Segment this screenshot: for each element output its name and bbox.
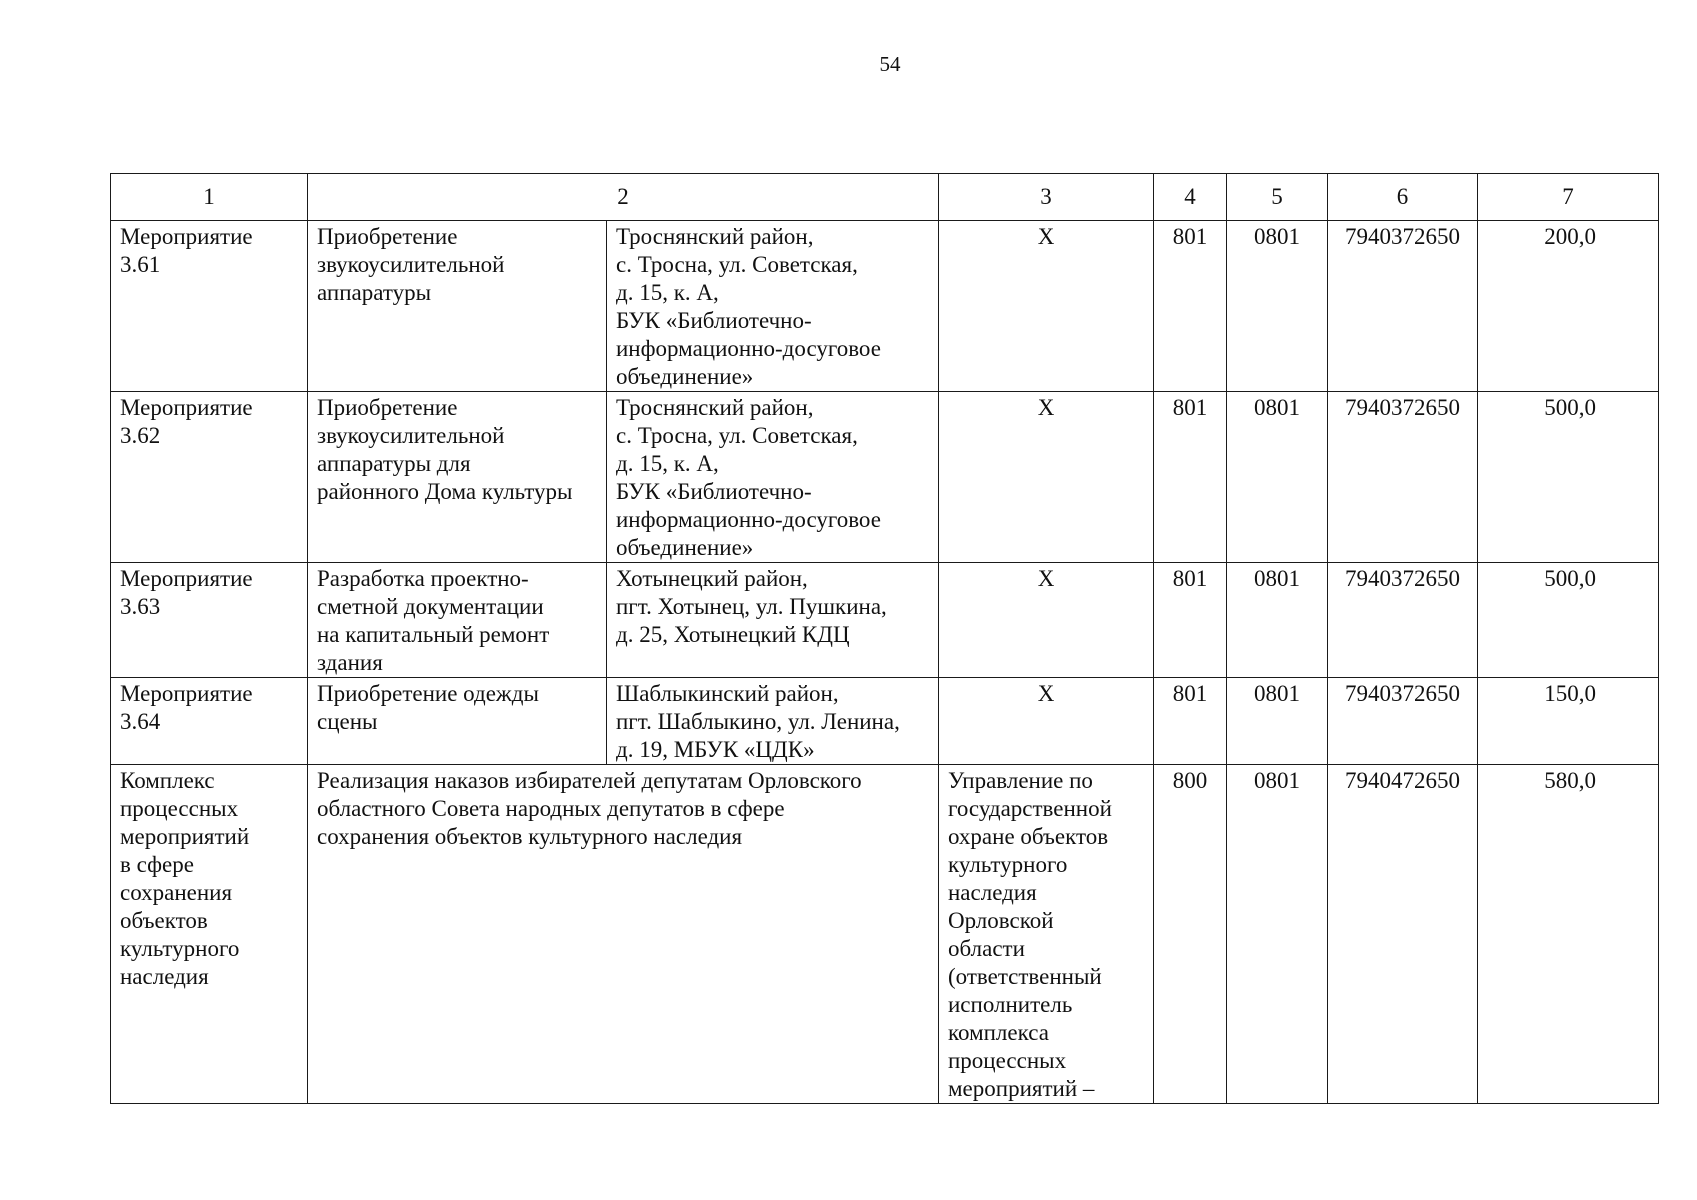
executor-cell: Х (939, 221, 1154, 392)
header-cell-5: 5 (1227, 174, 1328, 221)
code-5-cell: 0801 (1227, 765, 1328, 1104)
code-5-cell: 0801 (1227, 221, 1328, 392)
code-4-cell: 801 (1154, 392, 1227, 563)
code-6-cell: 7940372650 (1328, 563, 1478, 678)
amount-cell: 500,0 (1478, 392, 1659, 563)
event-description: Приобретение звукоусилительной аппаратуры для районного Дома культуры (308, 392, 607, 563)
table-row-complex (111, 765, 1659, 1104)
amount-cell: 150,0 (1478, 678, 1659, 765)
header-cell-2: 2 (308, 174, 939, 221)
code-5-cell: 0801 (1227, 678, 1328, 765)
executor-cell: Х (939, 392, 1154, 563)
amount-cell: 500,0 (1478, 563, 1659, 678)
event-name: Мероприятие 3.62 (111, 392, 308, 563)
complex-description: Реализация наказов избирателей депутатам Орловского областного Совета народных депутатов в сфере сохранения объектов культурного наследия (308, 765, 939, 1104)
code-4-cell: 800 (1154, 765, 1227, 1104)
code-6-cell: 7940472650 (1328, 765, 1478, 1104)
code-4-cell: 801 (1154, 221, 1227, 392)
table-row (111, 392, 1659, 563)
budget-table (110, 173, 1659, 1104)
table-header-row (111, 174, 1659, 221)
code-6-cell: 7940372650 (1328, 392, 1478, 563)
table-row (111, 678, 1659, 765)
code-6-cell: 7940372650 (1328, 678, 1478, 765)
table-row (111, 563, 1659, 678)
code-4-cell: 801 (1154, 678, 1227, 765)
event-description: Разработка проектно- сметной документации на капитальный ремонт здания (308, 563, 607, 678)
event-location: Троснянский район, с. Тросна, ул. Советская, д. 15, к. А, БУК «Библиотечно- информационно-досуговое объединение» (607, 221, 939, 392)
header-cell-6: 6 (1328, 174, 1478, 221)
code-4-cell: 801 (1154, 563, 1227, 678)
complex-name: Комплекс процессных мероприятий в сфере сохранения объектов культурного наследия (111, 765, 308, 1104)
event-description: Приобретение звукоусилительной аппаратуры (308, 221, 607, 392)
header-cell-7: 7 (1478, 174, 1659, 221)
header-cell-4: 4 (1154, 174, 1227, 221)
event-name: Мероприятие 3.64 (111, 678, 308, 765)
amount-cell: 580,0 (1478, 765, 1659, 1104)
header-cell-3: 3 (939, 174, 1154, 221)
complex-executor: Управление по государственной охране объектов культурного наследия Орловской области (ответственный исполнитель комплекса процессных мероприятий – (939, 765, 1154, 1104)
page-number: 54 (879, 52, 901, 76)
header-cell-1: 1 (111, 174, 308, 221)
event-description: Приобретение одежды сцены (308, 678, 607, 765)
event-name: Мероприятие 3.61 (111, 221, 308, 392)
event-location: Троснянский район, с. Тросна, ул. Советская, д. 15, к. А, БУК «Библиотечно- информационно-досуговое объединение» (607, 392, 939, 563)
executor-cell: Х (939, 563, 1154, 678)
code-6-cell: 7940372650 (1328, 221, 1478, 392)
executor-cell: Х (939, 678, 1154, 765)
code-5-cell: 0801 (1227, 392, 1328, 563)
code-5-cell: 0801 (1227, 563, 1328, 678)
event-location: Хотынецкий район, пгт. Хотынец, ул. Пушкина, д. 25, Хотынецкий КДЦ (607, 563, 939, 678)
amount-cell: 200,0 (1478, 221, 1659, 392)
event-name: Мероприятие 3.63 (111, 563, 308, 678)
event-location: Шаблыкинский район, пгт. Шаблыкино, ул. Ленина, д. 19, МБУК «ЦДК» (607, 678, 939, 765)
table-row (111, 221, 1659, 392)
